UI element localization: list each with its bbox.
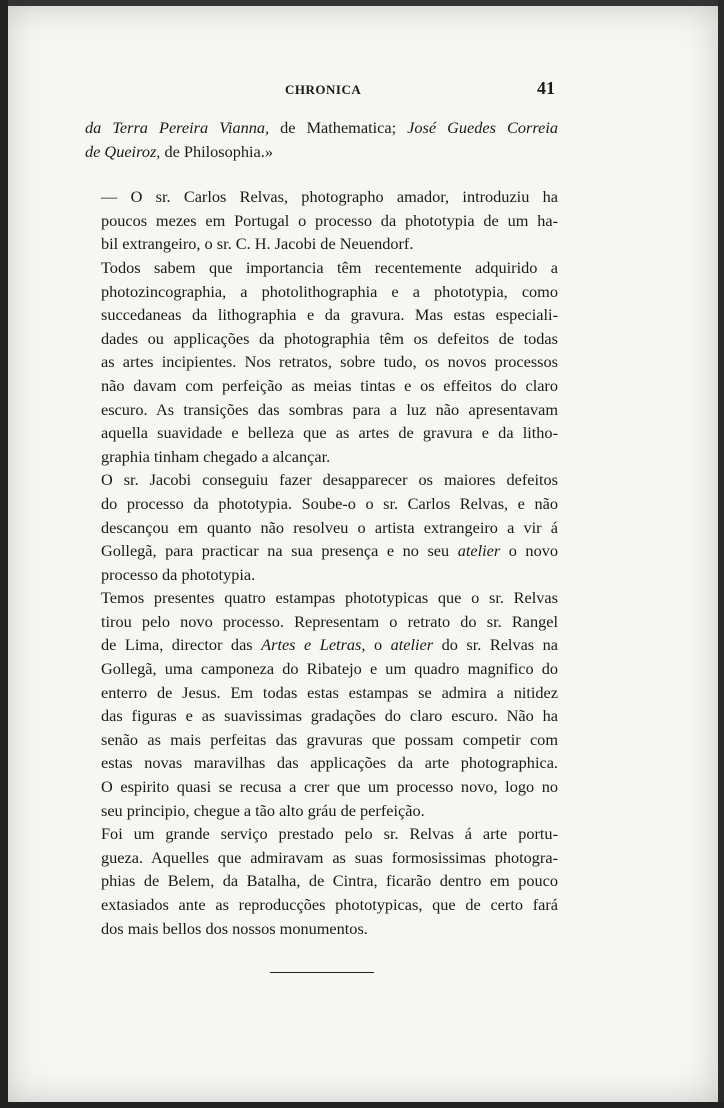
body-text <box>85 116 558 940</box>
text-line <box>85 563 558 587</box>
text-run: graphia tinham chegado a alcançar. <box>101 446 331 466</box>
paragraph <box>85 185 558 256</box>
text-run: estas novas maravilhas das applicações da arte photographica. <box>101 753 558 773</box>
text-line <box>85 140 558 164</box>
text-line <box>85 350 558 374</box>
text-line <box>85 799 558 823</box>
text-line <box>85 445 558 469</box>
text-run: photozincographia, a photolithographia e a phototypia, como <box>101 281 558 301</box>
running-title: CHRONICA <box>285 82 362 97</box>
page-number: 41 <box>537 78 555 98</box>
text-run: das figuras e as suavissimas gradações do claro escuro. Não ha <box>101 706 558 726</box>
text-line <box>85 303 558 327</box>
text-line <box>85 657 558 681</box>
text-line <box>85 421 558 445</box>
text-run: Todos sabem que importancia têm recentemente adquirido a <box>101 257 558 277</box>
text-run: Gollegã, uma camponeza do Ribatejo e um quadro magnifico do <box>101 659 558 679</box>
text-run: Foi um grande serviço prestado pelo sr. Relvas á arte portu- <box>101 824 558 844</box>
paragraph <box>85 822 558 940</box>
paragraph <box>85 256 558 468</box>
text-line <box>85 633 558 657</box>
text-run: dos mais bellos dos nossos monumentos. <box>101 918 368 938</box>
text-run: dades ou applicações da photographia têm os defeitos de todas <box>101 328 558 348</box>
text-line <box>85 846 558 870</box>
text-run: — O sr. Carlos Relvas, photographo amador, introduziu ha <box>101 187 558 207</box>
text-line <box>85 751 558 775</box>
text-run: aquella suavidade e belleza que as artes de gravura e da litho- <box>101 423 558 443</box>
text-line <box>85 374 558 398</box>
text-run: tirou pelo novo processo. Representam o retrato do sr. Rangel <box>101 611 558 631</box>
text-run: senão as mais perfeitas das gravuras que possam competir com <box>101 729 558 749</box>
text-line <box>85 869 558 893</box>
text-line <box>85 917 558 941</box>
paragraph <box>85 116 558 163</box>
text-line <box>85 468 558 492</box>
text-run: Gollegã, para practicar na sua presença e no seu <box>101 541 458 561</box>
text-line <box>85 893 558 917</box>
scan-edge-right <box>718 0 724 1108</box>
text-line <box>85 586 558 610</box>
text-line <box>85 704 558 728</box>
text-run: as artes incipientes. Nos retratos, sobre tudo, os novos processos <box>101 352 558 372</box>
italic-text: atelier <box>390 635 434 655</box>
text-run: phias de Belem, da Batalha, de Cintra, ficarão dentro em pouco <box>101 871 558 891</box>
text-run: escuro. As transições das sombras para a luz não apresentavam <box>101 399 558 419</box>
text-run: o <box>365 635 391 655</box>
text-run: do processo da phototypia. Soube-o o sr. Carlos Relvas, e não <box>101 493 558 513</box>
text-line <box>85 610 558 634</box>
scan-edge-left <box>0 0 8 1108</box>
text-line <box>85 681 558 705</box>
text-line <box>85 398 558 422</box>
text-line <box>85 492 558 516</box>
italic-text: de Queiroz, <box>85 141 161 161</box>
text-line <box>85 516 558 540</box>
text-run: enterro de Jesus. Em todas estas estampas se admira a nitidez <box>101 682 558 702</box>
text-run: de Philosophia.» <box>160 141 273 161</box>
text-run: O sr. Jacobi conseguiu fazer desapparecer os maiores defeitos <box>101 470 558 490</box>
text-line <box>85 256 558 280</box>
text-run: poucos mezes em Portugal o processo da phototypia de um ha- <box>101 210 558 230</box>
text-line <box>85 116 558 140</box>
text-run: do sr. Relvas na <box>433 635 559 655</box>
text-run: de Lima, director das <box>101 635 262 655</box>
text-run: bil extrangeiro, o sr. C. H. Jacobi de Neuendorf. <box>101 234 414 254</box>
text-line <box>85 280 558 304</box>
end-rule <box>270 972 374 973</box>
text-line <box>85 232 558 256</box>
text-run: Temos presentes quatro estampas phototypicas que o sr. Relvas <box>101 588 558 608</box>
text-run: de Mathematica; <box>269 118 408 137</box>
italic-text: atelier <box>457 541 501 561</box>
text-run: O espirito quasi se recusa a crer que um processo novo, logo no <box>101 777 558 797</box>
text-line <box>85 185 558 209</box>
text-run: o novo <box>500 541 558 561</box>
text-line <box>85 775 558 799</box>
page-header <box>85 78 555 102</box>
italic-text: Artes e Letras, <box>261 635 366 655</box>
text-run: descançou em quanto não resolveu o artista extrangeiro a vir á <box>101 517 558 537</box>
text-line <box>85 822 558 846</box>
italic-text: da Terra Pereira Vianna, <box>85 118 270 137</box>
scan-edge-top <box>0 0 724 6</box>
text-line <box>85 728 558 752</box>
text-run: não davam com perfeição as meias tintas e os effeitos do claro <box>101 375 558 395</box>
scan-edge-bottom <box>0 1102 724 1108</box>
text-run: gueza. Aquelles que admiravam as suas formosissimas photogra- <box>101 847 558 867</box>
paragraph <box>85 586 558 822</box>
paragraph <box>85 468 558 586</box>
text-run: succedaneas da lithographia e da gravura. Mas estas especiali- <box>101 305 558 325</box>
text-run: extasiados ante as reproducções phototypicas, que de certo fará <box>101 895 558 914</box>
text-line <box>85 209 558 233</box>
text-run: seu principio, chegue a tão alto gráu de perfeição. <box>101 800 425 820</box>
text-line <box>85 539 558 563</box>
italic-text: José Guedes Correia <box>407 118 558 137</box>
text-line <box>85 327 558 351</box>
text-run: processo da phototypia. <box>101 564 256 584</box>
